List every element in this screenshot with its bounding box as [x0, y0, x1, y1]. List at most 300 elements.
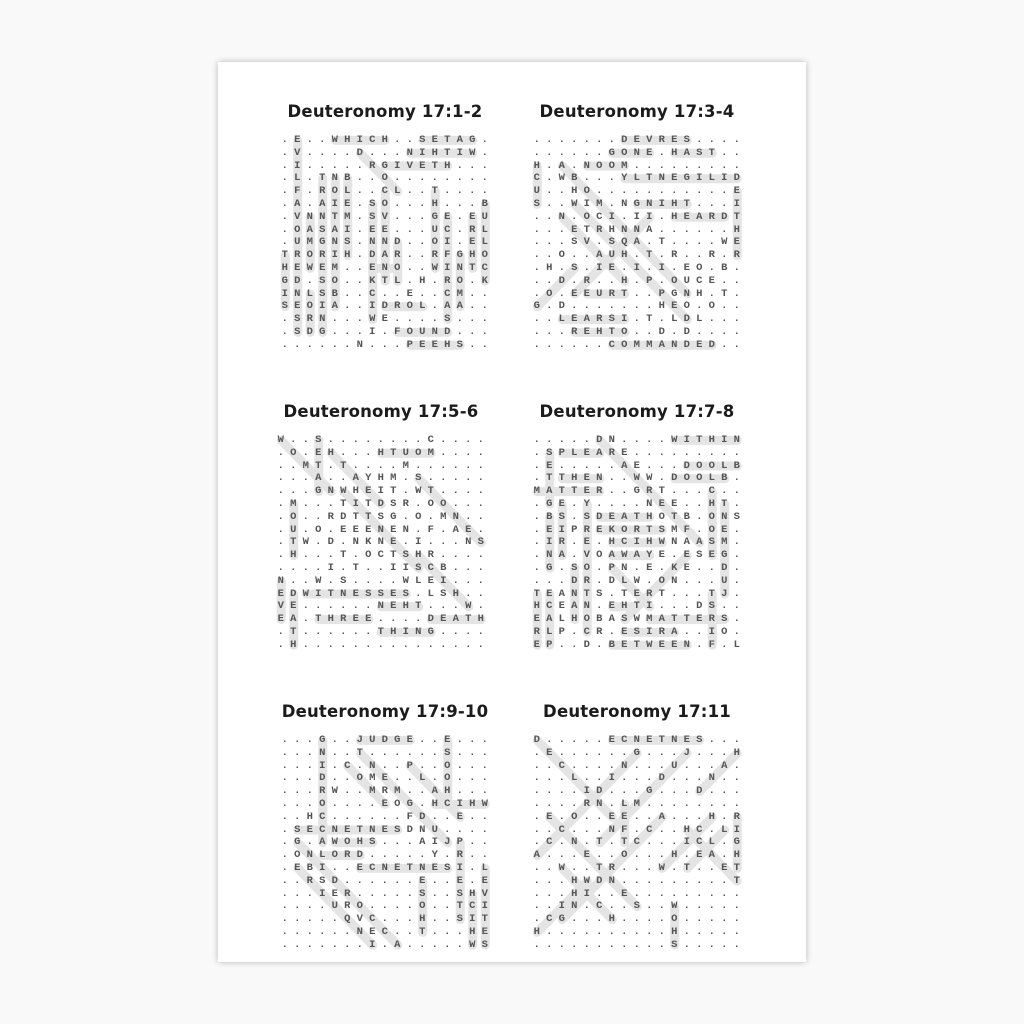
grid-cell: . [481, 823, 488, 836]
grid-cell: . [658, 210, 665, 223]
grid-cell: . [583, 134, 590, 146]
grid-row [531, 524, 744, 537]
grid-cell: I [733, 823, 740, 836]
grid-cell: . [344, 746, 351, 759]
grid-cell: . [277, 536, 284, 549]
grid-cell: F [708, 638, 715, 651]
grid-cell: . [444, 172, 451, 185]
grid-cell: V [481, 887, 488, 900]
grid-cell: . [477, 638, 484, 651]
grid-cell: G [319, 734, 326, 746]
grid-cell: . [721, 900, 728, 913]
grid-cell: G [633, 746, 640, 759]
grid-cell: T [646, 249, 653, 262]
grid-cell: . [394, 849, 401, 862]
grid-cell: . [721, 197, 728, 210]
grid-cell: . [340, 638, 347, 651]
grid-cell: . [533, 261, 540, 274]
grid-cell: . [683, 236, 690, 249]
grid-row [279, 798, 492, 811]
grid-row [275, 588, 488, 601]
grid-cell: . [546, 434, 553, 446]
grid-cell: H [444, 785, 451, 798]
grid-cell: . [546, 134, 553, 146]
grid-cell: . [465, 472, 472, 485]
grid-cell: . [427, 600, 434, 613]
grid-cell: . [306, 913, 313, 926]
grid-cell: H [646, 510, 653, 523]
grid-cell: . [583, 746, 590, 759]
grid-row [275, 536, 488, 549]
grid-cell: . [658, 900, 665, 913]
grid-cell: G [633, 485, 640, 498]
grid-cell: E [390, 600, 397, 613]
grid-cell: . [533, 523, 540, 536]
grid-cell: . [456, 785, 463, 798]
grid-cell: L [546, 625, 553, 638]
grid-cell: . [571, 536, 578, 549]
grid-cell: R [456, 849, 463, 862]
grid-cell: . [481, 785, 488, 798]
grid-cell: D [369, 249, 376, 262]
grid-cell: . [708, 236, 715, 249]
grid-row [279, 160, 492, 173]
grid-cell: H [671, 197, 678, 210]
grid-cell: E [394, 861, 401, 874]
grid-cell: . [381, 938, 388, 951]
grid-row [531, 460, 744, 473]
grid-cell: N [633, 223, 640, 236]
grid-row [275, 600, 488, 613]
grid-cell: . [352, 638, 359, 651]
grid-cell: . [671, 485, 678, 498]
grid-cell: N [369, 759, 376, 772]
grid-cell: N [583, 159, 590, 172]
grid-cell: L [394, 185, 401, 198]
puzzle-title: Deuteronomy 17:3-4 [539, 102, 735, 121]
grid-cell: O [427, 497, 434, 510]
grid-cell: . [302, 625, 309, 638]
grid-cell: D [381, 734, 388, 746]
grid-cell: U [431, 823, 438, 836]
grid-cell: T [481, 913, 488, 926]
grid-cell: . [671, 874, 678, 887]
grid-cell: W [306, 261, 313, 274]
grid-cell: . [721, 913, 728, 926]
grid-cell: R [608, 861, 615, 874]
grid-cell: . [377, 613, 384, 626]
grid-cell: A [546, 613, 553, 626]
grid-cell: . [419, 759, 426, 772]
grid-row [275, 562, 488, 575]
grid-cell: E [608, 261, 615, 274]
grid-cell: . [596, 574, 603, 587]
grid-cell: . [658, 938, 665, 951]
grid-cell: . [571, 497, 578, 510]
grid-cell: . [658, 874, 665, 887]
grid-cell: T [658, 236, 665, 249]
grid-cell: I [402, 561, 409, 574]
grid-cell: E [583, 485, 590, 498]
grid-row [531, 875, 744, 888]
grid-cell: G [390, 510, 397, 523]
grid-cell: R [444, 274, 451, 287]
grid-row [531, 785, 744, 798]
grid-cell: B [571, 172, 578, 185]
grid-cell: T [365, 497, 372, 510]
grid-cell: . [381, 887, 388, 900]
grid-cell: C [444, 223, 451, 236]
grid-cell: . [671, 861, 678, 874]
grid-cell: . [444, 887, 451, 900]
grid-cell: H [431, 197, 438, 210]
grid-cell: . [281, 338, 288, 351]
grid-cell: E [533, 638, 540, 651]
grid-cell: . [658, 146, 665, 159]
grid-cell: A [456, 300, 463, 313]
puzzle-deuteronomy-17-9-10 [278, 702, 492, 952]
grid-cell: . [327, 523, 334, 536]
grid-cell: E [352, 613, 359, 626]
grid-cell: . [546, 338, 553, 351]
grid-cell: H [533, 925, 540, 938]
grid-row [531, 913, 744, 926]
grid-cell: . [721, 887, 728, 900]
grid-cell: . [419, 287, 426, 300]
grid-cell: T [583, 223, 590, 236]
grid-cell: M [331, 261, 338, 274]
grid-cell: . [546, 574, 553, 587]
grid-cell: . [558, 925, 565, 938]
grid-cell: . [331, 759, 338, 772]
grid-cell: R [469, 223, 476, 236]
grid-cell: C [696, 274, 703, 287]
grid-cell: C [596, 210, 603, 223]
grid-cell: . [356, 810, 363, 823]
grid-cell: I [633, 210, 640, 223]
grid-cell: L [419, 772, 426, 785]
grid-cell: . [306, 134, 313, 146]
grid-cell: . [646, 236, 653, 249]
grid-cell: S [394, 823, 401, 836]
grid-cell: E [440, 613, 447, 626]
grid-cell: L [621, 797, 628, 810]
grid-cell: E [633, 134, 640, 146]
grid-cell: R [344, 849, 351, 862]
grid-cell: V [646, 134, 653, 146]
grid-cell: A [394, 938, 401, 951]
grid-cell: D [683, 338, 690, 351]
grid-cell: D [683, 459, 690, 472]
grid-cell: S [294, 313, 301, 326]
grid-cell: H [469, 925, 476, 938]
grid-cell: H [533, 159, 540, 172]
grid-cell: . [381, 836, 388, 849]
grid-cell: H [344, 249, 351, 262]
grid-cell: A [558, 587, 565, 600]
grid-cell: . [419, 313, 426, 326]
grid-cell: . [377, 561, 384, 574]
grid-cell: . [394, 913, 401, 926]
grid-cell: T [427, 485, 434, 498]
grid-cell: S [390, 497, 397, 510]
grid-cell: . [281, 900, 288, 913]
grid-cell: . [621, 938, 628, 951]
grid-cell: . [733, 900, 740, 913]
grid-cell: . [696, 925, 703, 938]
grid-cell: . [633, 861, 640, 874]
grid-cell: . [406, 185, 413, 198]
grid-cell: . [281, 849, 288, 862]
grid-cell: . [340, 625, 347, 638]
grid-cell: T [558, 485, 565, 498]
grid-cell: . [733, 913, 740, 926]
grid-cell: A [331, 223, 338, 236]
grid-cell: D [381, 300, 388, 313]
grid-cell: . [646, 746, 653, 759]
grid-cell: . [281, 797, 288, 810]
grid-cell: . [633, 874, 640, 887]
grid-cell: T [608, 325, 615, 338]
grid-cell: . [733, 574, 740, 587]
grid-cell: . [546, 325, 553, 338]
grid-cell: D [331, 874, 338, 887]
grid-cell: B [733, 459, 740, 472]
grid-cell: . [431, 925, 438, 938]
grid-cell: . [546, 874, 553, 887]
grid-cell: . [302, 574, 309, 587]
grid-cell: T [721, 287, 728, 300]
grid-row [279, 824, 492, 837]
grid-cell: . [302, 472, 309, 485]
grid-cell: D [683, 325, 690, 338]
grid-cell: D [356, 146, 363, 159]
grid-cell: . [571, 274, 578, 287]
grid-cell: . [733, 887, 740, 900]
grid-cell: O [558, 249, 565, 262]
grid-cell: . [533, 759, 540, 772]
grid-cell: E [277, 613, 284, 626]
grid-cell: . [465, 587, 472, 600]
grid-cell: N [671, 338, 678, 351]
grid-cell: H [469, 797, 476, 810]
grid-cell: I [608, 772, 615, 785]
grid-cell: N [608, 874, 615, 887]
grid-cell: . [558, 734, 565, 746]
grid-cell: E [608, 510, 615, 523]
grid-cell: T [646, 172, 653, 185]
grid-cell: A [683, 146, 690, 159]
grid-cell: N [571, 587, 578, 600]
grid-cell: . [306, 338, 313, 351]
grid-cell: E [390, 523, 397, 536]
grid-cell: . [306, 785, 313, 798]
grid-cell: . [356, 325, 363, 338]
grid-cell: . [331, 159, 338, 172]
grid-cell: . [306, 759, 313, 772]
grid-cell: K [671, 561, 678, 574]
grid-cell: . [406, 313, 413, 326]
grid-cell: . [546, 734, 553, 746]
grid-cell: W [331, 785, 338, 798]
grid-cell: I [390, 561, 397, 574]
grid-cell: . [281, 236, 288, 249]
grid-cell: I [583, 197, 590, 210]
grid-cell: U [369, 734, 376, 746]
grid-cell: . [352, 574, 359, 587]
grid-cell: . [469, 746, 476, 759]
grid-cell: I [369, 325, 376, 338]
grid-cell: . [658, 313, 665, 326]
grid-cell: . [596, 536, 603, 549]
grid-cell: I [369, 938, 376, 951]
grid-cell: . [331, 797, 338, 810]
grid-cell: L [394, 274, 401, 287]
grid-cell: D [319, 772, 326, 785]
grid-cell: . [381, 287, 388, 300]
grid-cell: . [571, 210, 578, 223]
grid-cell: . [340, 561, 347, 574]
grid-cell: . [319, 159, 326, 172]
grid-cell: . [369, 810, 376, 823]
grid-cell: T [546, 472, 553, 485]
grid-cell: . [452, 536, 459, 549]
grid-cell: . [571, 510, 578, 523]
grid-cell: N [377, 600, 384, 613]
grid-cell: . [558, 223, 565, 236]
grid-cell: . [571, 734, 578, 746]
grid-cell: H [621, 274, 628, 287]
grid-cell: . [546, 313, 553, 326]
grid-cell: . [294, 900, 301, 913]
grid-cell: C [369, 861, 376, 874]
grid-cell: . [683, 849, 690, 862]
grid-cell: . [533, 913, 540, 926]
grid-row [279, 747, 492, 760]
grid-cell: . [608, 274, 615, 287]
grid-cell: . [658, 797, 665, 810]
grid-cell: T [633, 510, 640, 523]
grid-cell: . [583, 338, 590, 351]
grid-cell: . [671, 223, 678, 236]
grid-cell: U [671, 759, 678, 772]
grid-cell: . [558, 887, 565, 900]
grid-cell: R [583, 274, 590, 287]
grid-cell: O [583, 561, 590, 574]
grid-cell: . [721, 797, 728, 810]
grid-cell: S [444, 746, 451, 759]
grid-cell: . [302, 446, 309, 459]
grid-cell: . [671, 823, 678, 836]
grid-cell: L [415, 574, 422, 587]
grid-cell: N [340, 587, 347, 600]
grid-cell: . [533, 459, 540, 472]
grid-cell: . [419, 797, 426, 810]
grid-cell: O [290, 510, 297, 523]
grid-cell: . [440, 523, 447, 536]
grid-cell: S [633, 625, 640, 638]
grid-cell: . [281, 938, 288, 951]
grid-cell: . [419, 261, 426, 274]
grid-cell: V [381, 210, 388, 223]
grid-cell: . [583, 823, 590, 836]
grid-cell: . [344, 338, 351, 351]
grid-cell: S [319, 274, 326, 287]
grid-cell: L [708, 472, 715, 485]
grid-cell: . [546, 772, 553, 785]
grid-cell: F [406, 810, 413, 823]
grid-cell: . [477, 434, 484, 446]
grid-cell: H [327, 613, 334, 626]
grid-cell: . [658, 746, 665, 759]
grid-cell: . [315, 638, 322, 651]
grid-cell: A [583, 313, 590, 326]
grid-cell: . [327, 459, 334, 472]
grid-cell: T [315, 613, 322, 626]
grid-cell: . [294, 759, 301, 772]
grid-cell: N [356, 338, 363, 351]
grid-cell: . [708, 325, 715, 338]
grid-row [275, 434, 488, 447]
grid-cell: . [608, 836, 615, 849]
grid-cell: E [671, 300, 678, 313]
grid-cell: N [608, 434, 615, 446]
grid-cell: I [583, 785, 590, 798]
grid-cell: . [402, 472, 409, 485]
grid-cell: E [696, 613, 703, 626]
grid-cell: . [319, 938, 326, 951]
grid-cell: E [456, 810, 463, 823]
grid-cell: . [356, 172, 363, 185]
grid-cell: . [733, 313, 740, 326]
puzzle-deuteronomy-17-7-8 [530, 402, 744, 652]
grid-row [531, 472, 744, 485]
grid-cell: R [381, 785, 388, 798]
grid-cell: . [708, 561, 715, 574]
grid-cell: . [281, 134, 288, 146]
grid-cell: . [733, 287, 740, 300]
grid-cell: . [696, 159, 703, 172]
grid-cell: O [356, 772, 363, 785]
grid-cell: . [633, 913, 640, 926]
grid-cell: C [546, 913, 553, 926]
grid-cell: H [708, 434, 715, 446]
grid-cell: H [356, 836, 363, 849]
grid-cell: D [294, 274, 301, 287]
grid-cell: I [596, 261, 603, 274]
grid-cell: N [306, 210, 313, 223]
grid-cell: . [671, 600, 678, 613]
grid-cell: E [456, 874, 463, 887]
grid-cell: . [344, 261, 351, 274]
grid-row [279, 185, 492, 198]
grid-cell: . [708, 446, 715, 459]
grid-cell: . [340, 472, 347, 485]
grid-cell: . [344, 287, 351, 300]
grid-cell: T [671, 613, 678, 626]
grid-row [531, 734, 744, 747]
grid-cell: . [571, 759, 578, 772]
grid-cell: W [558, 172, 565, 185]
grid-cell: W [646, 638, 653, 651]
grid-cell: . [733, 925, 740, 938]
grid-cell: O [381, 197, 388, 210]
grid-cell: . [406, 172, 413, 185]
grid-cell: . [558, 561, 565, 574]
grid-cell: N [633, 146, 640, 159]
grid-cell: . [596, 759, 603, 772]
grid-cell: . [608, 134, 615, 146]
